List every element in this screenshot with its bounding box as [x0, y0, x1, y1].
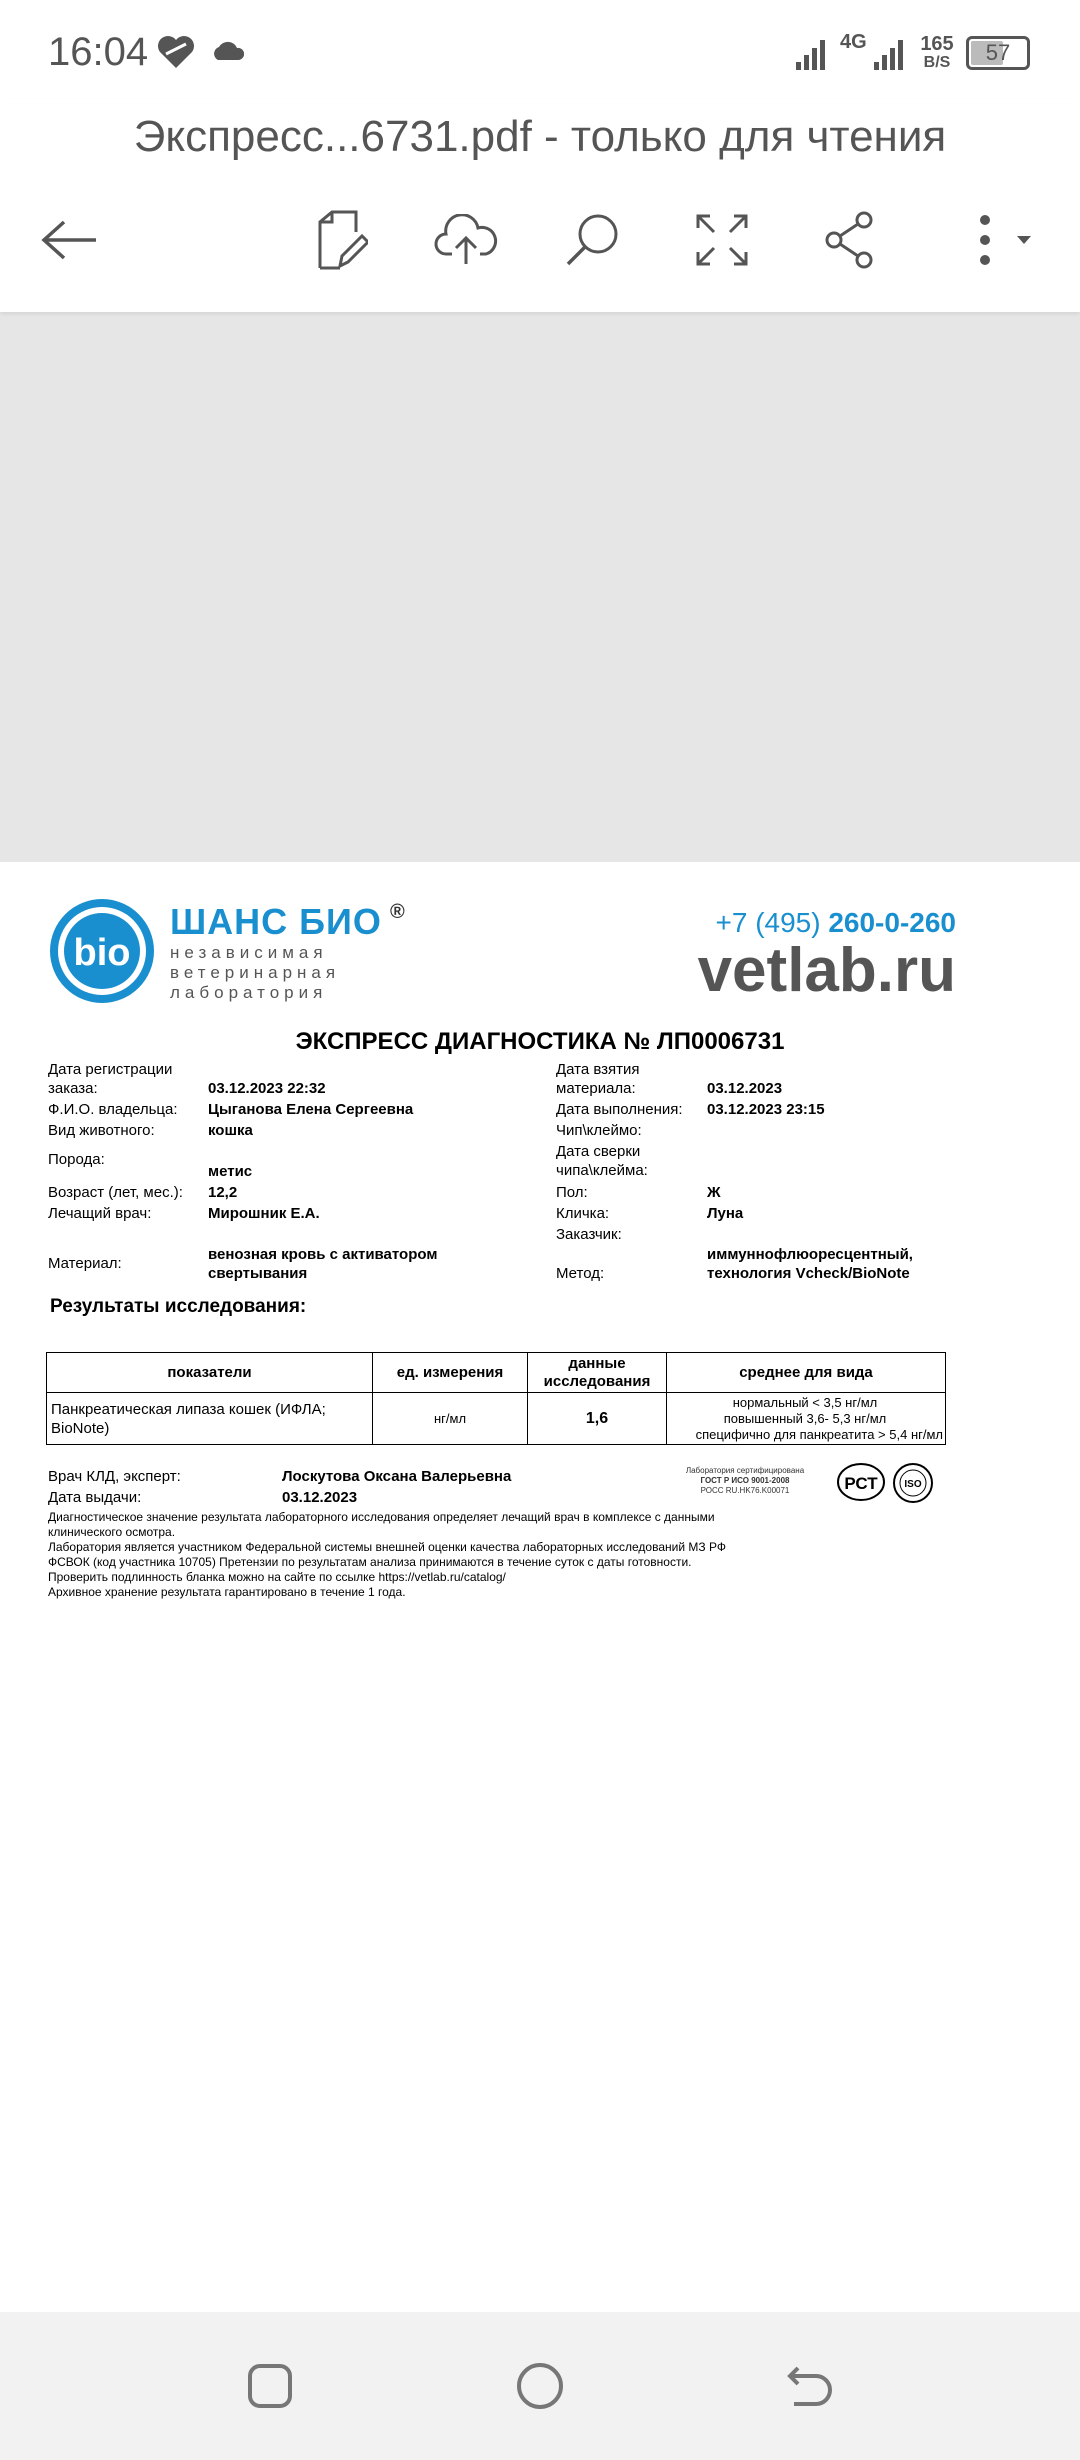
breed-value: метис: [208, 1163, 253, 1180]
issue-date-value: 03.12.2023: [282, 1489, 358, 1506]
results-title: Результаты исследования:: [50, 1296, 307, 1317]
pet-name-label: Кличка:: [556, 1205, 610, 1222]
fullscreen-icon[interactable]: [682, 200, 762, 280]
heart-icon: [156, 34, 196, 75]
breed-label: Порода:: [48, 1151, 105, 1168]
owner-value: Цыганова Елена Сергеевна: [208, 1101, 414, 1118]
species-label: Вид животного:: [48, 1122, 155, 1139]
edit-document-icon[interactable]: [300, 200, 380, 280]
reg-date-label: Дата регистрации заказа:: [48, 1061, 173, 1097]
chip-label: Чип\клеймо:: [556, 1122, 642, 1139]
brand-tagline-1: независимая: [170, 943, 328, 962]
reference-cell: нормальный < 3,5 нг/мл повышенный 3,6- 5,3 нг/мл специфично для панкреатита > 5,4 нг/мл: [667, 1393, 946, 1445]
bio-logo: [48, 897, 156, 1010]
status-bar: [0, 0, 1080, 100]
signal-icon: [794, 36, 830, 77]
vet-label: Лечащий врач:: [48, 1205, 152, 1222]
back-icon[interactable]: [772, 2348, 848, 2424]
note-line: Проверить подлинность бланка можно на сайте по ссылке https://vetlab.ru/catalog/: [48, 1570, 506, 1584]
table-row: [47, 1393, 946, 1445]
svg-text:РСТ: РСТ: [844, 1474, 878, 1493]
lab-phone: +7 (495) 260-0-260: [715, 907, 956, 938]
note-line: ФСВОК (код участника 10705) Претензии по результатам анализа принимаются в течение суток с даты готовности.: [48, 1555, 692, 1569]
indicator-cell: Панкреатическая липаза кошек (ИФЛА; BioNote): [47, 1393, 373, 1445]
rst-mark-icon: [836, 1462, 886, 1502]
more-options-icon[interactable]: [940, 200, 1050, 280]
share-icon[interactable]: [810, 200, 890, 280]
unit-cell: нг/мл: [373, 1393, 528, 1445]
table-header-row: [47, 1353, 946, 1393]
pdf-viewer[interactable]: [0, 312, 1080, 2312]
method-value: иммуннофлюоресцентный, технология Vcheck/BioNote: [707, 1246, 913, 1282]
result-cell: 1,6: [528, 1393, 667, 1445]
done-date-value: 03.12.2023 23:15: [707, 1101, 825, 1118]
chip-check-label: Дата сверки чипа\клейма:: [556, 1143, 648, 1179]
lab-site: vetlab.ru: [697, 936, 956, 1005]
brand-name: ШАНС БИО ®: [170, 901, 406, 942]
lab-header: [48, 897, 956, 1012]
note-line: Лаборатория является участником Федеральной системы внешней оценки качества лабораторных исследований МЗ РФ: [48, 1540, 726, 1554]
status-time: 16:04: [48, 30, 149, 74]
pdf-page: [0, 862, 1080, 2390]
brand-tagline-2: ветеринарная: [170, 963, 341, 982]
document-title: Экспресс...6731.pdf - только для чтения: [133, 112, 947, 161]
note-line: клинического осмотра.: [48, 1525, 176, 1539]
network-speed: 165 B/S: [920, 33, 954, 71]
results-table: [46, 1352, 946, 1445]
sex-value: Ж: [707, 1184, 721, 1201]
age-label: Возраст (лет, мес.):: [48, 1184, 183, 1201]
vet-value: Мирошник Е.А.: [208, 1205, 320, 1222]
reg-date-value: 03.12.2023 22:32: [208, 1080, 326, 1097]
search-icon[interactable]: [554, 200, 634, 280]
iso-mark-icon: [892, 1462, 934, 1504]
col-indicator: показатели: [47, 1353, 373, 1393]
back-arrow-icon[interactable]: [30, 200, 110, 280]
pet-name-value: Луна: [707, 1205, 744, 1222]
cloud-icon: [210, 40, 246, 67]
brand-tagline-3: лаборатория: [170, 983, 328, 1002]
material-value: венозная кровь с активатором свертывания: [208, 1246, 438, 1282]
done-date-label: Дата выполнения:: [556, 1101, 683, 1118]
owner-label: Ф.И.О. владельца:: [48, 1101, 178, 1118]
customer-label: Заказчик:: [556, 1226, 622, 1243]
species-value: кошка: [208, 1122, 253, 1139]
issue-date-label: Дата выдачи:: [48, 1489, 142, 1506]
note-line: Диагностическое значение результата лабораторного исследования определяет лечащий врач в комплексе с данными: [48, 1510, 715, 1524]
navigation-bar: [0, 2312, 1080, 2460]
svg-text:bio: bio: [73, 932, 131, 974]
col-reference: среднее для вида: [667, 1353, 946, 1393]
material-label: Материал:: [48, 1255, 122, 1272]
battery-icon: 57: [966, 36, 1030, 70]
notes-block: [48, 1510, 726, 1600]
note-line: Архивное хранение результата гарантировано в течение 1 года.: [48, 1585, 406, 1599]
app-bar: [0, 100, 1080, 312]
document-heading: ЭКСПРЕСС ДИАГНОСТИКА № ЛП0006731: [295, 1028, 785, 1055]
sex-label: Пол:: [556, 1184, 588, 1201]
col-result: данные исследования: [528, 1353, 667, 1393]
sample-date-value: 03.12.2023: [707, 1080, 783, 1097]
col-unit: ед. измерения: [373, 1353, 528, 1393]
recent-apps-icon[interactable]: [232, 2348, 308, 2424]
svg-text:ISO: ISO: [904, 1479, 922, 1490]
network-type: 4G: [840, 31, 867, 53]
home-icon[interactable]: [502, 2348, 578, 2424]
signal-icon-2: [872, 36, 904, 77]
doctor-value: Лоскутова Оксана Валерьевна: [282, 1468, 512, 1485]
doctor-label: Врач КЛД, эксперт:: [48, 1468, 181, 1485]
cloud-upload-icon[interactable]: [426, 200, 506, 280]
age-value: 12,2: [208, 1184, 238, 1201]
method-label: Метод:: [556, 1265, 605, 1282]
certification-text: Лаборатория сертифицирована ГОСТ Р ИСО 9001-2008 РОСС RU.HK76.K00071: [685, 1466, 805, 1495]
sample-date-label: Дата взятия материала:: [556, 1061, 640, 1097]
